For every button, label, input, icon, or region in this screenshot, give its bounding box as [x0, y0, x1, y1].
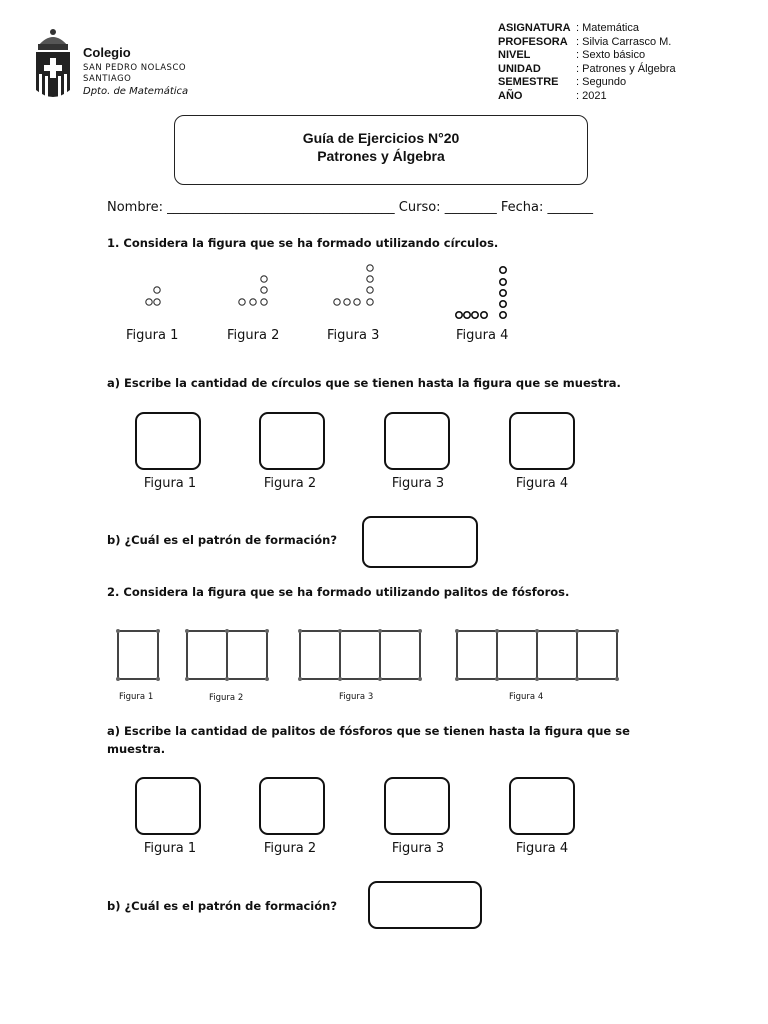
q1-answer-box-4[interactable]	[509, 412, 575, 470]
info-value: : 2021	[576, 89, 607, 102]
info-value: : Silvia Carrasco M.	[576, 35, 672, 48]
info-label: NIVEL	[498, 49, 531, 61]
info-label: UNIDAD	[498, 62, 541, 75]
info-row	[498, 22, 676, 36]
title-line-1: Guía de Ejercicios N°20	[302, 130, 460, 146]
circle-pattern-figures	[130, 260, 530, 322]
student-form-line[interactable]: Nombre: ___________________________________ Curso: ________ Fecha: _______	[107, 200, 593, 215]
school-dept: Dpto. de Matemática	[83, 86, 189, 97]
q2-box-label: Figura 4	[515, 841, 569, 856]
q1-box-label: Figura 3	[391, 476, 445, 491]
school-line-1: SAN PEDRO NOLASCO	[83, 63, 187, 73]
course-info	[498, 22, 676, 103]
info-row	[498, 90, 676, 104]
info-label: PROFESORA	[498, 35, 568, 48]
q1-figure-label: Figura 1	[126, 328, 179, 343]
info-value: : Patrones y Álgebra	[576, 62, 676, 75]
q2-figure-label: Figura 1	[119, 692, 154, 702]
info-value: : Matemática	[576, 22, 639, 34]
matchstick-pattern-figures	[110, 624, 625, 686]
q1-box-label: Figura 1	[143, 476, 197, 491]
q2-part-a-line-1: a) Escribe la cantidad de palitos de fósforos que se tienen hasta la figura que se	[107, 724, 630, 738]
q1-figure-label: Figura 3	[327, 328, 380, 343]
info-row	[498, 63, 676, 77]
title-box	[174, 115, 588, 185]
q2-answer-box-4[interactable]	[509, 777, 575, 835]
q2-box-label: Figura 1	[143, 841, 197, 856]
q1-box-label: Figura 4	[515, 476, 569, 491]
info-row	[498, 36, 676, 50]
info-label: ASIGNATURA	[498, 22, 571, 34]
q1-answer-box-3[interactable]	[384, 412, 450, 470]
q1-answer-box-1[interactable]	[135, 412, 201, 470]
q1-pattern-answer-box[interactable]	[362, 516, 478, 568]
info-label: AÑO	[498, 89, 523, 102]
q2-answer-box-2[interactable]	[259, 777, 325, 835]
info-value: : Sexto básico	[576, 49, 646, 61]
q1-answer-box-2[interactable]	[259, 412, 325, 470]
school-line-2: SANTIAGO	[83, 74, 132, 84]
info-row	[498, 76, 676, 90]
q2-answer-box-3[interactable]	[384, 777, 450, 835]
q2-figure-label: Figura 3	[339, 692, 374, 702]
q2-answer-box-1[interactable]	[135, 777, 201, 835]
school-name: Colegio	[83, 45, 131, 60]
q1-figure-label: Figura 2	[227, 328, 280, 343]
q2-prompt: 2. Considera la figura que se ha formado utilizando palitos de fósforos.	[107, 585, 570, 599]
info-value: : Segundo	[576, 76, 627, 88]
title-line-2: Patrones y Álgebra	[317, 148, 445, 164]
q2-pattern-answer-box[interactable]	[368, 881, 482, 929]
q1-prompt: 1. Considera la figura que se ha formado utilizando círculos.	[107, 236, 499, 250]
q1-figure-label: Figura 4	[456, 328, 509, 343]
q2-box-label: Figura 2	[263, 841, 317, 856]
info-label: SEMESTRE	[498, 76, 559, 88]
info-row	[498, 49, 676, 63]
school-crest-logo	[30, 26, 76, 114]
q1-part-a: a) Escribe la cantidad de círculos que se tienen hasta la figura que se muestra.	[107, 376, 621, 390]
q2-figure-label: Figura 4	[509, 692, 544, 702]
q1-part-b: b) ¿Cuál es el patrón de formación?	[107, 533, 338, 547]
q2-part-b: b) ¿Cuál es el patrón de formación?	[107, 899, 338, 913]
q2-figure-label: Figura 2	[209, 693, 244, 703]
q1-box-label: Figura 2	[263, 476, 317, 491]
q2-box-label: Figura 3	[391, 841, 445, 856]
q2-part-a-line-2: muestra.	[107, 742, 166, 756]
